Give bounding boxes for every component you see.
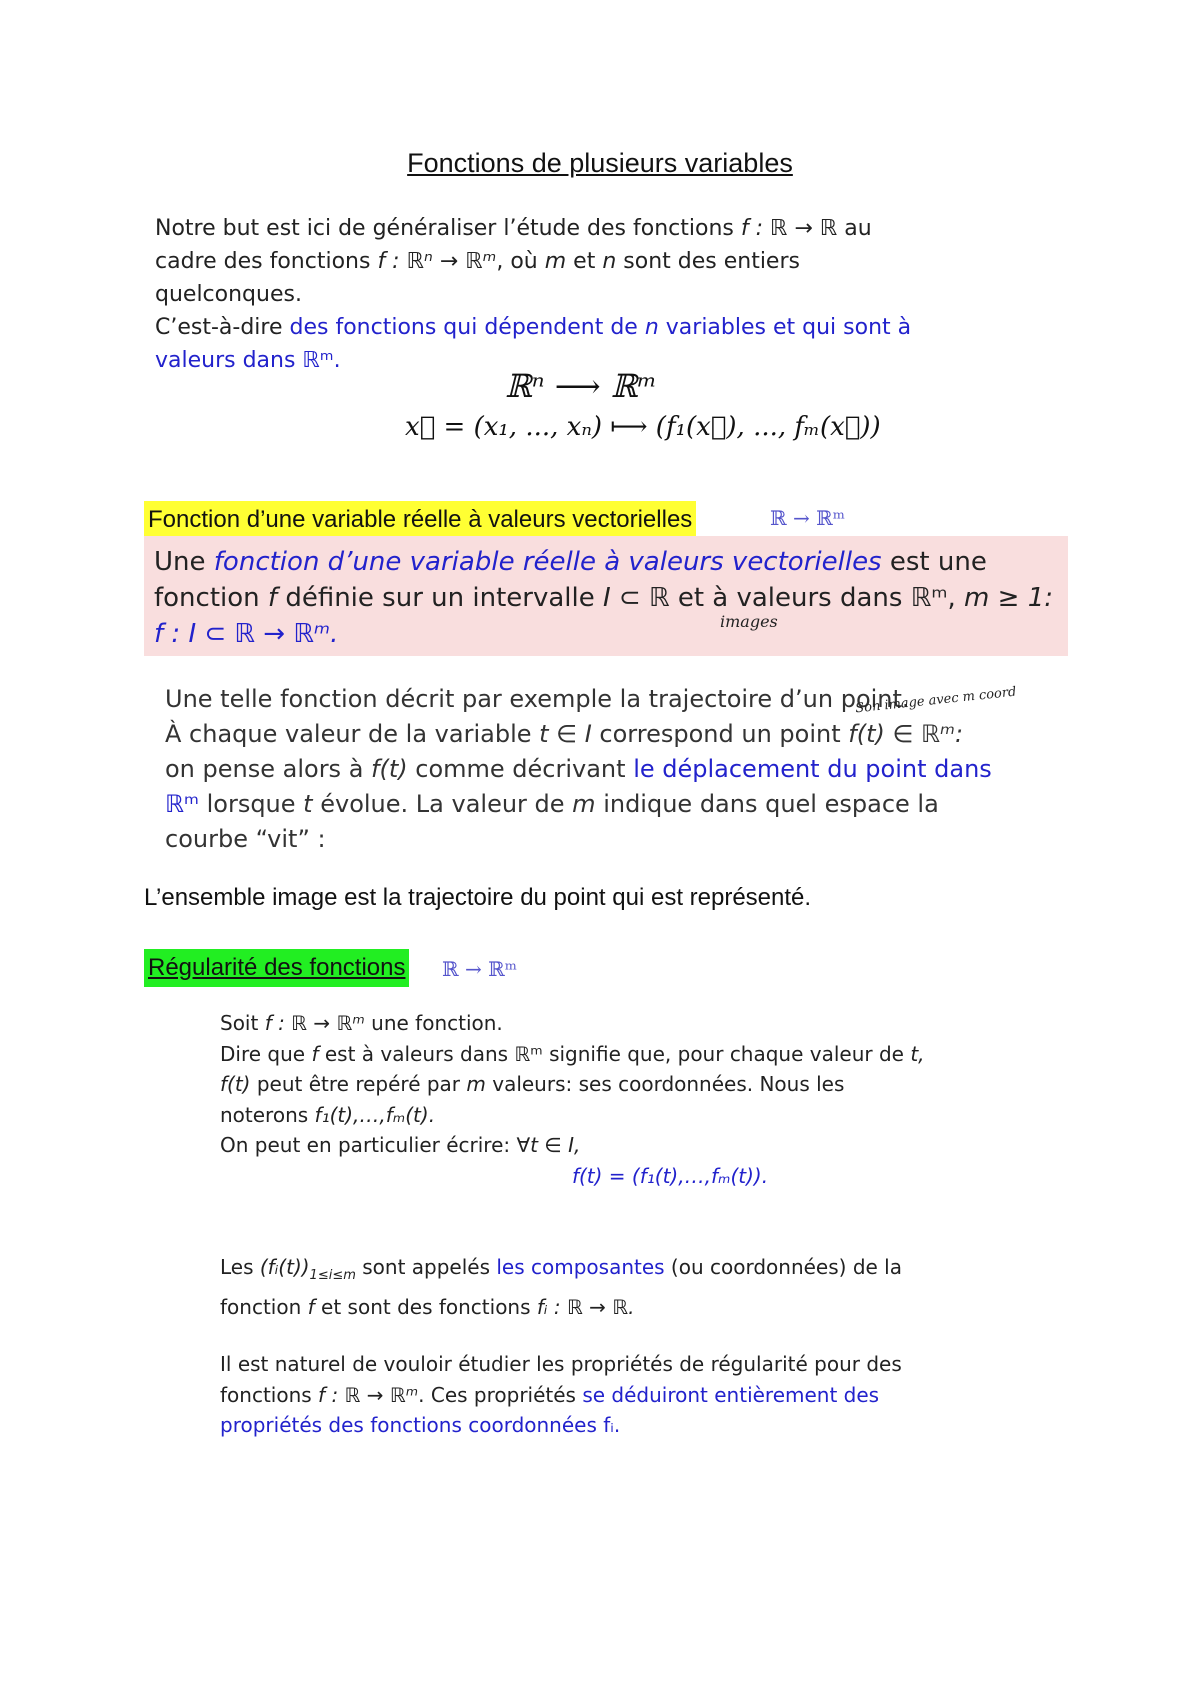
trajectory-paragraph: Une telle fonction décrit par exemple la trajectoire d’un point. À chaque valeur de la variable t ∈ I correspond un point f(t) ∈ ℝᵐ: on pense alors à f(t) comme décrivant le déplacement du point dans ℝᵐ lorsque t évolue. La valeur de m indique dans quel espace la courbe “vit” : xyxy=(165,685,992,853)
regularite-block: Soit f : ℝ → ℝᵐ une fonction. Dire que f est à valeurs dans ℝᵐ signifie que, pour chaque valeur de t, f(t) peut être repéré par m valeurs: ses coordonnées. Nous les noterons f₁(t),…,fₘ(t). On peut en particulier écrire: ∀t ∈ I, f(t) = (f₁(t),…,fₘ(t)). Les $(fᵢ(t))_{1\le i\le m}$ sont appelés les composantes (ou coordonnées) de la fonction f et sont des fonctions fᵢ : ℝ → ℝ. Il est naturel de vouloir étudier les propriétés de régularité pour des fonctions f : ℝ → ℝᵐ. Ces propriétés se déduiront entièrement des propriétés des fonctions coordonnées fᵢ. xyxy=(220,1008,1080,1441)
handwritten-vector-map: x⃗ = (x₁, ..., xₙ) ⟼ (f₁(x⃗), ..., fₘ(x⃗)) xyxy=(405,412,881,442)
handwritten-images-note: images xyxy=(720,612,778,631)
ensemble-image-sentence: L’ensemble image est la trajectoire du point qui est représenté. xyxy=(144,884,812,911)
composantes-equation: f(t) = (f₁(t),…,fₘ(t)). xyxy=(571,1163,769,1188)
page-title: Fonctions de plusieurs variables xyxy=(407,148,793,178)
definition-box: Une fonction d’une variable réelle à valeurs vectorielles est une fonction f définie sur un intervalle I ⊂ ℝ et à valeurs dans ℝᵐ, m ≥ 1: f : I ⊂ ℝ → ℝᵐ. xyxy=(144,536,1068,656)
intro-paragraph: Notre but est ici de généraliser l’étude des fonctions f : ℝ → ℝ au cadre des fonctions f : ℝⁿ → ℝᵐ, où m et n sont des entiers quelconques. C’est-à-dire des fonctions qui dépendent de n variables et qui sont à valeurs dans ℝᵐ. xyxy=(155,216,912,373)
section-heading-math: ℝ → ℝᵐ xyxy=(770,506,845,530)
section-heading-regularite: Régularité des fonctions xyxy=(144,949,409,987)
handwritten-son-image-note: Son image avec m coord xyxy=(854,684,1018,717)
handwritten-mapping-note xyxy=(400,355,920,470)
section-heading-vector-functions: Fonction d’une variable réelle à valeurs vectorielles xyxy=(144,501,696,539)
section-heading-math-2: ℝ → ℝᵐ xyxy=(442,957,517,981)
handwritten-top-map: ℝⁿ ⟶ ℝᵐ xyxy=(505,367,657,405)
